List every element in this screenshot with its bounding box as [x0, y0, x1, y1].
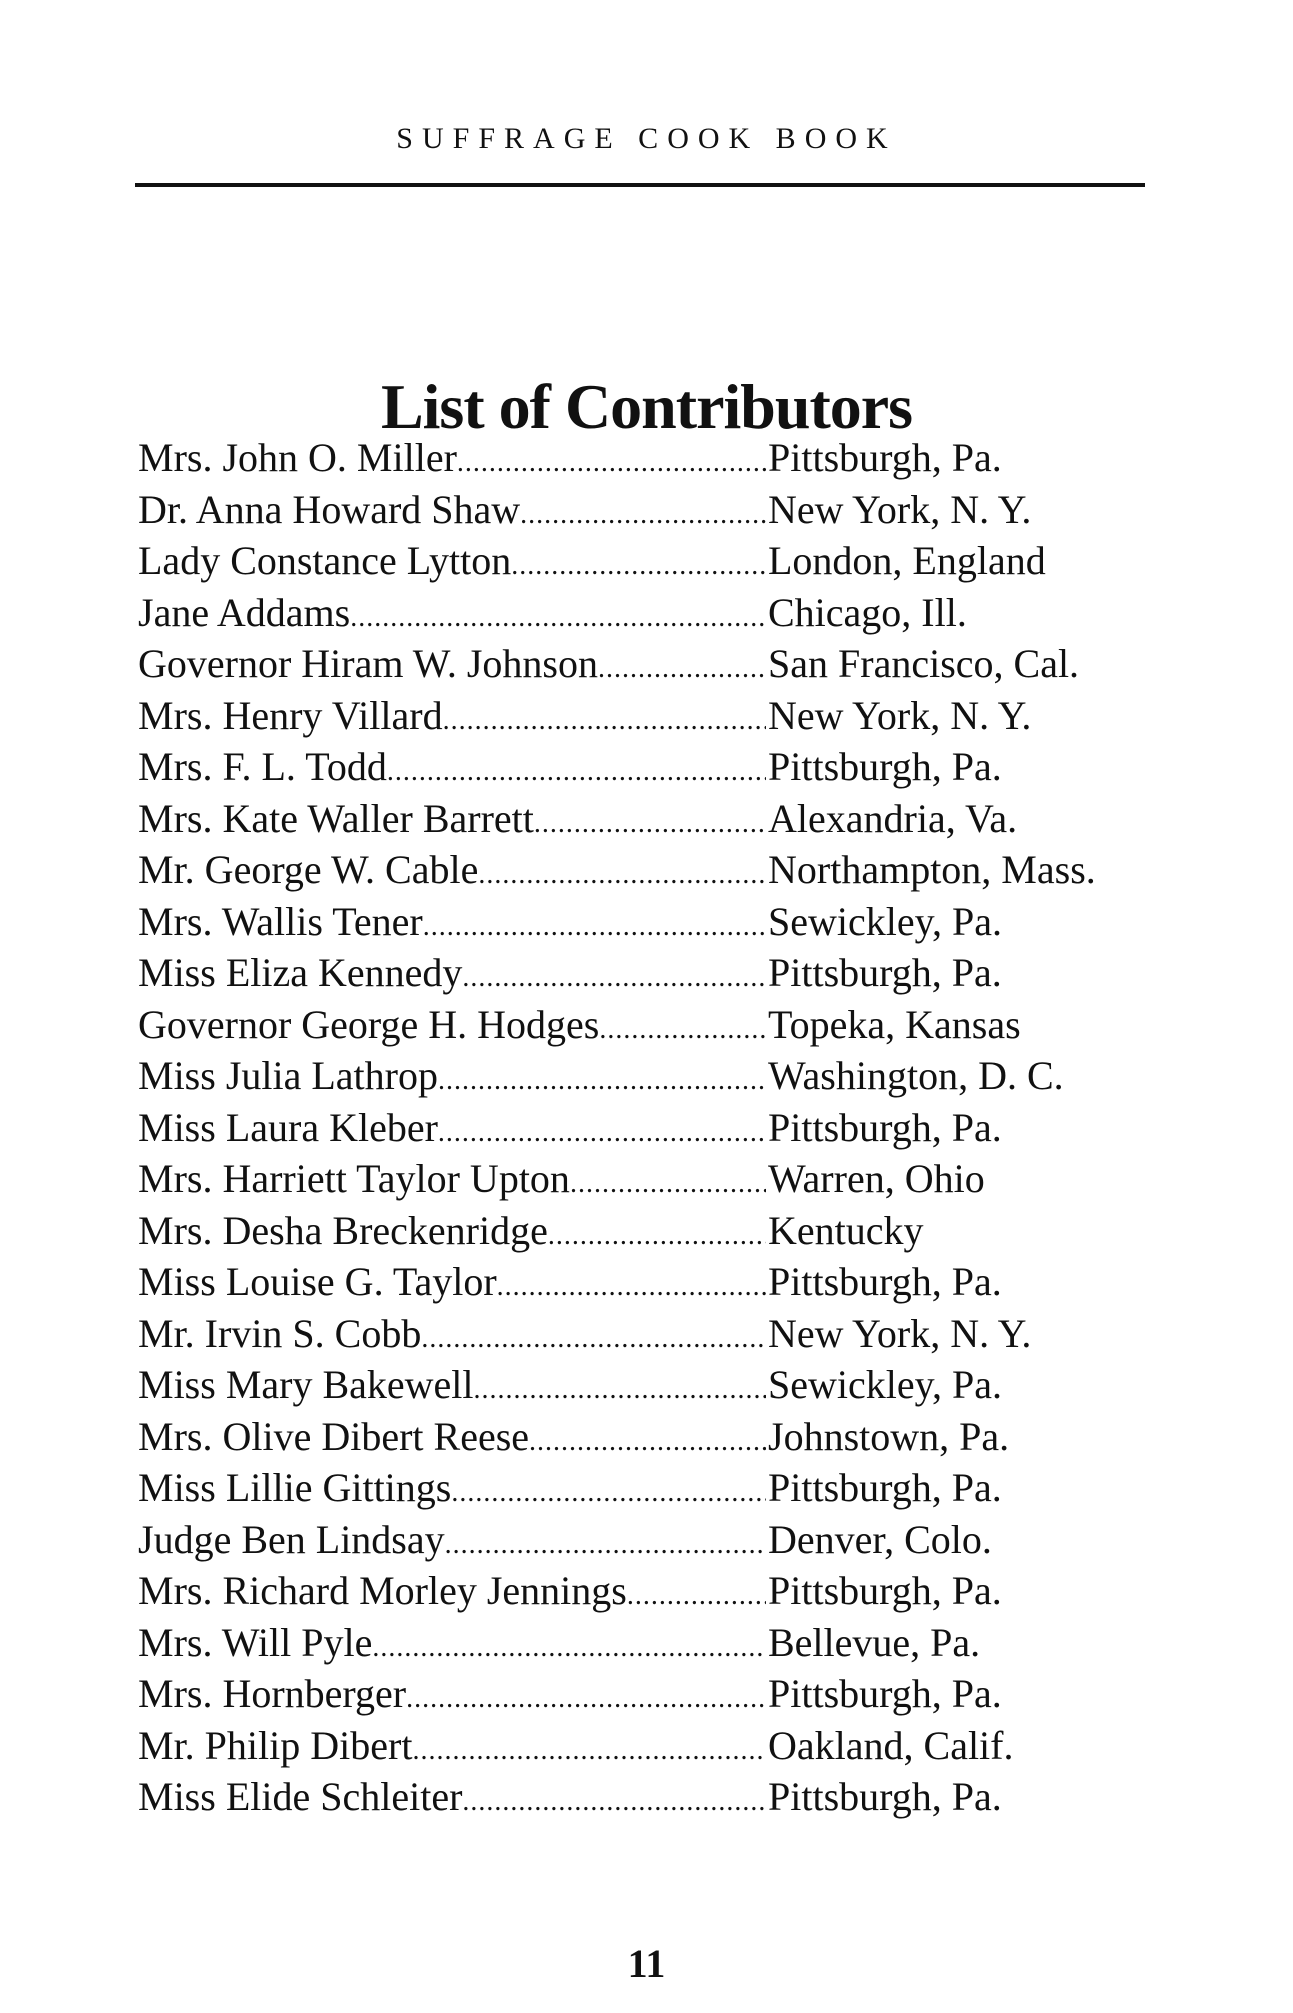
list-item [138, 1720, 1138, 1772]
contributor-name: Governor Hiram W. Johnson [138, 641, 598, 686]
contributor-place: Pittsburgh, Pa. [768, 950, 1002, 995]
dot-leader [497, 1256, 766, 1313]
dot-leader [534, 793, 766, 850]
list-item [138, 896, 1138, 948]
list-item [138, 1771, 1138, 1823]
dot-leader [412, 1720, 766, 1777]
contributor-name: Mrs. Kate Waller Barrett [138, 795, 534, 841]
list-item [138, 1359, 1138, 1411]
contributor-name: Mrs. Wallis Tener [138, 898, 423, 944]
dot-leader [511, 535, 766, 592]
contributor-name: Miss Julia Lathrop [138, 1053, 438, 1098]
dot-leader [438, 1050, 766, 1107]
page-number: 11 [627, 1941, 666, 1986]
dot-leader [387, 741, 766, 798]
dot-leader [438, 1102, 766, 1159]
list-item [138, 1153, 1138, 1205]
contributor-name: Mrs. Olive Dibert Reese [138, 1413, 530, 1459]
running-head: SUFFRAGE COOK BOOK [396, 122, 897, 155]
contributor-place: Sewickley, Pa. [768, 1362, 1003, 1407]
contributor-name: Lady Constance Lytton [138, 538, 512, 583]
dot-leader [406, 1668, 766, 1725]
contributor-name: Mrs. John O. Miller [138, 435, 457, 480]
list-item [138, 484, 1138, 536]
contributor-place: Bellevue, Pa. [768, 1619, 981, 1665]
contributor-place: Denver, Colo. [768, 1516, 992, 1562]
dot-leader [443, 690, 766, 747]
dot-leader [474, 1359, 766, 1416]
contributor-name: Mr. George W. Cable [138, 847, 479, 892]
list-item [138, 1565, 1138, 1617]
dot-leader [570, 1153, 766, 1210]
page-title: List of Contributors [380, 370, 913, 442]
contributor-place: San Francisco, Cal. [768, 641, 1080, 686]
list-item [138, 638, 1138, 690]
contributor-place: Pittsburgh, Pa. [768, 744, 1002, 789]
dot-leader [598, 638, 766, 695]
list-item [138, 1462, 1138, 1514]
list-item [138, 1514, 1138, 1566]
contributor-place: London, England [768, 538, 1046, 583]
contributor-place: New York, N. Y. [768, 486, 1032, 532]
dot-leader [445, 1514, 766, 1571]
contributor-name: Mrs. Harriett Taylor Upton [138, 1156, 570, 1201]
contributor-place: Pittsburgh, Pa. [768, 1671, 1002, 1716]
list-item [138, 1668, 1138, 1720]
contributor-name: Mrs. Will Pyle [138, 1619, 373, 1665]
list-item [138, 1050, 1138, 1102]
list-item [138, 690, 1138, 742]
contributor-name: Jane Addams [138, 589, 351, 635]
contributor-place: New York, N. Y. [768, 692, 1032, 738]
contributor-name: Mrs. Richard Morley Jennings [138, 1568, 627, 1613]
contributor-name: Mr. Philip Dibert [138, 1722, 413, 1768]
contributor-place: Pittsburgh, Pa. [768, 1774, 1002, 1819]
list-item [138, 1256, 1138, 1308]
dot-leader [457, 432, 766, 489]
list-item [138, 1308, 1138, 1360]
list-item [138, 741, 1138, 793]
contributor-place: Northampton, Mass. [768, 847, 1096, 892]
dot-leader [350, 587, 766, 644]
dot-leader [421, 1308, 766, 1365]
dot-leader [548, 1205, 766, 1262]
contributor-name: Miss Laura Kleber [138, 1104, 438, 1150]
contributor-place: Oakland, Calif. [768, 1722, 1014, 1768]
contributor-name: Miss Mary Bakewell [138, 1362, 474, 1407]
header-rule [135, 183, 1145, 187]
contributor-name: Miss Lillie Gittings [138, 1465, 452, 1510]
contributor-name: Mrs. Hornberger [138, 1671, 407, 1716]
dot-leader [451, 1462, 766, 1519]
contributor-name: Mrs. Henry Villard [138, 692, 443, 738]
contributor-name: Miss Elide Schleiter [138, 1774, 463, 1819]
dot-leader [599, 999, 766, 1056]
list-item [138, 844, 1138, 896]
contributor-place: New York, N. Y. [768, 1310, 1032, 1356]
contributor-name: Miss Eliza Kennedy [138, 950, 463, 995]
contributor-name: Governor George H. Hodges [138, 1001, 600, 1047]
contributor-place: Warren, Ohio [768, 1156, 985, 1201]
list-item [138, 587, 1138, 639]
contributor-place: Topeka, Kansas [768, 1001, 1021, 1047]
list-item [138, 1205, 1138, 1257]
contributor-name: Mrs. Desha Breckenridge [138, 1207, 548, 1253]
dot-leader [462, 1771, 766, 1828]
list-item [138, 999, 1138, 1051]
dot-leader [627, 1565, 766, 1622]
list-item [138, 793, 1138, 845]
contributor-name: Mr. Irvin S. Cobb [138, 1310, 422, 1356]
contributor-place: Pittsburgh, Pa. [768, 1465, 1002, 1510]
dot-leader [478, 844, 766, 901]
contributor-place: Pittsburgh, Pa. [768, 1568, 1002, 1613]
list-item [138, 535, 1138, 587]
contributor-place: Pittsburgh, Pa. [768, 1104, 1002, 1150]
dot-leader [520, 484, 766, 541]
dot-leader [529, 1411, 766, 1468]
contributor-name: Judge Ben Lindsay [138, 1516, 445, 1562]
contributor-name: Dr. Anna Howard Shaw [138, 486, 521, 532]
list-item [138, 432, 1138, 484]
dot-leader [423, 896, 766, 953]
contributor-place: Pittsburgh, Pa. [768, 435, 1002, 480]
list-item [138, 1411, 1138, 1463]
contributor-place: Washington, D. C. [768, 1053, 1064, 1098]
contributor-name: Mrs. F. L. Todd [138, 744, 387, 789]
contributor-place: Alexandria, Va. [768, 795, 1018, 841]
contributor-place: Sewickley, Pa. [768, 898, 1003, 944]
dot-leader [462, 947, 766, 1004]
list-item [138, 947, 1138, 999]
contributor-name: Miss Louise G. Taylor [138, 1259, 497, 1304]
contributors-list [138, 432, 1138, 1823]
contributor-place: Pittsburgh, Pa. [768, 1259, 1002, 1304]
list-item [138, 1102, 1138, 1154]
contributor-place: Chicago, Ill. [768, 589, 967, 635]
contributor-place: Kentucky [768, 1207, 924, 1253]
list-item [138, 1617, 1138, 1669]
contributor-place: Johnstown, Pa. [768, 1413, 1010, 1459]
dot-leader [372, 1617, 766, 1674]
